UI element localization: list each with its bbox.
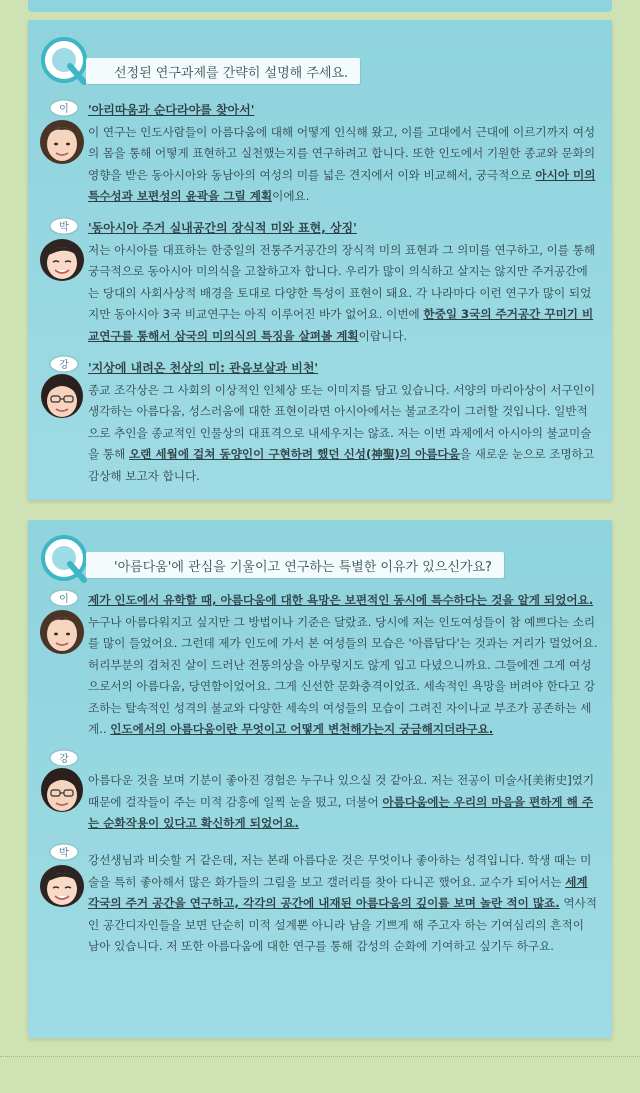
qa-card-research-topic [28,20,612,500]
answer-kang [88,358,598,487]
answer-text-end: 이에요. [272,189,310,203]
answer-emphasis-end: 인도에서의 아름다움이란 무엇이고 어떻게 변천해가는지 궁금해지더라구요. [110,722,494,736]
question-bar [86,552,504,578]
question-bar [86,58,360,84]
answer-lee [88,100,598,208]
speaker-initial: 이 [59,594,69,605]
answer-title: '동아시아 주거 실내공간의 장식적 미와 표현, 상징' [88,221,357,235]
speaker-initial: 이 [59,104,69,115]
answer-title: '지상에 내려온 천상의 미: 관음보살과 비천' [88,361,319,375]
answer-emphasis: 오랜 세월에 걸쳐 동양인이 구현하려 했던 신성(神聖)의 아름다움 [128,447,460,461]
q-badge-icon [40,534,92,586]
previous-card-edge [28,0,612,12]
answer-text-end: 을 새로운 눈으로 조명하고 감상해 보고자 합니다. [88,447,595,483]
answer-text: 저는 아시아를 대표하는 한중일의 전통주거공간의 장식적 미의 표현과 그 의미를 연구하고, 이를 통해 궁극적으로 동아시아 미의식을 고찰하고자 합니다. 우리가 많이 의식하고 살지는 않지만 주거공간에는 당대의 사회사상적 배경을 토대로 다양한 특성이 표현이 돼요. 각 나라마다 이런 연구가 많이 되었지만 동아시아 3국 비교연구는 아직 이루어진 바가 없어요. 이번에 [88,242,596,321]
question-text: '아름다움'에 관심을 기울이고 연구하는 특별한 이유가 있으신가요? [114,559,492,575]
question-text: 선정된 연구과제를 간략히 설명해 주세요. [114,65,349,81]
avatar-park [34,842,90,912]
avatar-lee [34,588,90,658]
answer-text: 누구나 아름다워지고 싶지만 그 방법이나 기준은 달랐죠. 당시에 저는 인도여성들이 참 예쁘다는 소리를 많이 들었어요. 그런데 제가 인도에 가서 본 여성들의 모습은 '아름답다'는 것과는 거리가 멀었어요. 허리부분의 겹쳐진 살이 드러난 전통의상을 아무렇지도 않게 입고 다녔으니까요. 그들에겐 그게 여성으로서의 아름다움, 당연함이었어요. 그게 신선한 문화충격이었죠. 세속적인 욕망을 버려야 한다고 강조하는 탈속적인 성격의 불교와 다양한 세속의 여성들의 모습이 그려진 자이나교 부조가 공존하는 세계.. [88,614,598,736]
answer-emphasis: 한중일 3국의 주거공간 꾸미기 비교연구를 통해서 삼국의 미의식의 특징을 살펴볼 계획 [88,307,594,343]
answer-emphasis: 세계 각국의 주거 공간을 연구하고, 각각의 공간에 내재된 아름다움의 깊이를 보며 놀란 적이 많죠. [88,874,588,910]
answer-text-end: 역사적인 공간디자인들을 보면 단순히 미적 설계뿐 아니라 남을 기쁘게 해 주고자 하는 기여심리의 흔적이 남아 있습니다. 저 또한 아름다움에 대한 연구를 통해 감성의 순화에 기여하고 싶기두 하구요. [88,896,597,953]
dotted-divider [0,1056,640,1058]
answer-text: 이 연구는 인도사람들이 아름다움에 대해 어떻게 인식해 왔고, 이를 고대에서 근대에 이르기까지 여성의 몸을 통해 어떻게 표현하고 실천했는지를 연구하려고 합니다. 또한 인도에서 기원한 종교와 문화의 영향을 받은 동아시아와 동남아의 여성의 미를 넓은 견지에서 이와 비교해서, 궁극적으로 [88,124,596,182]
avatar-lee [34,98,90,168]
avatar-kang [34,354,90,424]
answer-emphasis: 제가 인도에서 유학할 때, 아름다움에 대한 욕망은 보편적인 동시에 특수하다는 것을 알게 되었어요. [88,593,594,607]
answer-kang [88,770,598,835]
avatar-park [34,216,90,286]
speaker-initial: 박 [59,222,69,233]
speaker-initial: 강 [59,360,69,371]
answer-park [88,218,598,347]
answer-text: 강선생님과 비슷할 거 같은데, 저는 본래 아름다운 것은 무엇이나 좋아하는 성격입니다. 학생 때는 미술을 특히 좋아해서 많은 화가들의 그림을 보고 갤러리를 찾아 다니곤 했어요. 교수가 되어서는 [88,853,592,889]
answer-text: 종교 조각상은 그 사회의 이상적인 인체상 또는 이미지를 담고 있습니다. 서양의 마리아상이 서구인이 생각하는 아름다움, 성스러움에 대한 표현이라면 아시아에서는 불교조각이 그러할 것입니다. 일반적으로 추인을 종교적인 인물상의 대표격으로 내세우지는 않죠. 저는 이번 과제에서 아시아의 불교미술을 통해 [88,382,596,461]
answer-title: '아리따움과 순다라야를 찾아서' [88,103,255,117]
speaker-initial: 박 [59,848,69,859]
answer-emphasis: 아시아 미의 특수성과 보편성의 윤곽을 그릴 계획 [88,167,596,203]
q-badge-icon [40,36,92,88]
speaker-initial: 강 [59,754,69,765]
avatar-kang [34,748,90,818]
answer-text: 아름다운 것을 보며 기분이 좋아진 경험은 누구나 있으실 것 같아요. 저는 전공이 미술사[美術史]였기 때문에 걸작들이 주는 미적 감흥에 일찍 눈을 떴고, 더불어 [88,773,595,809]
answer-text-end: 이랍니다. [358,328,408,343]
qa-card-reason [28,520,612,1038]
answer-park [88,850,598,958]
answer-emphasis: 아름다움에는 우리의 마음을 편하게 해 주는 순화작용이 있다고 확신하게 되었어요. [88,794,594,830]
answer-lee [88,590,598,741]
